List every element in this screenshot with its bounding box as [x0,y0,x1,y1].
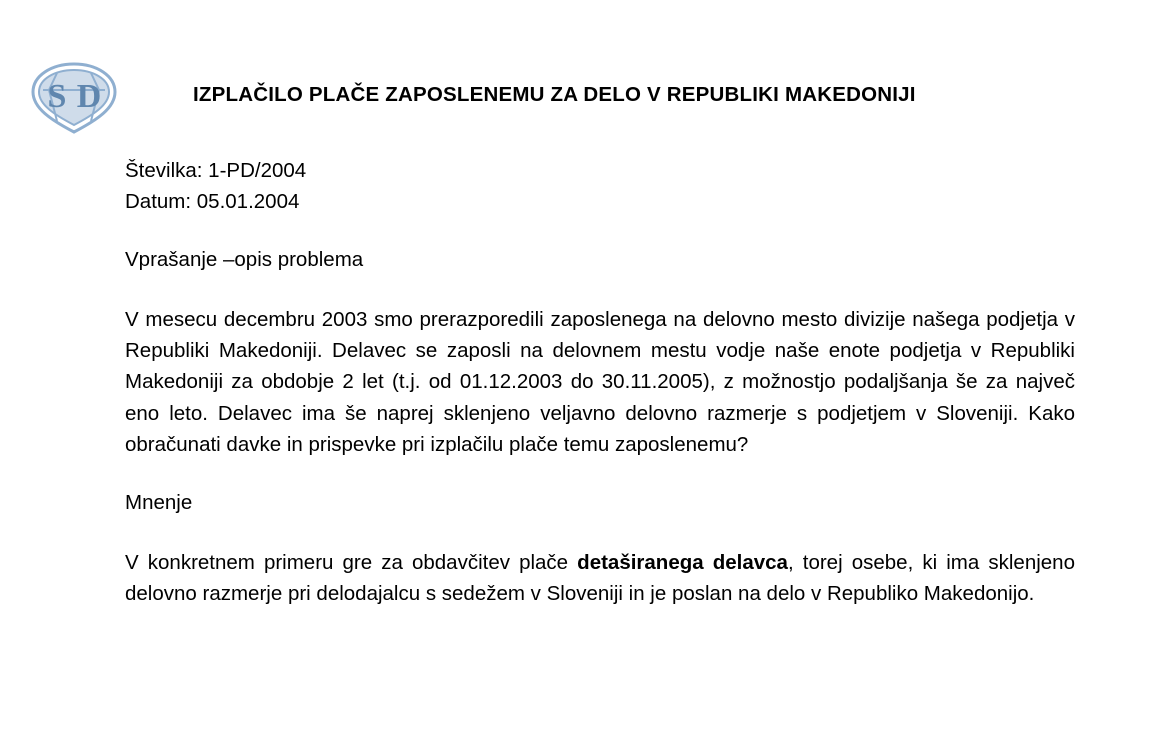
document-date: Datum: 05.01.2004 [125,190,300,214]
section-heading-question: Vprašanje –opis problema [125,248,364,272]
opinion-text-part2: , torej osebe, ki ima sklenjeno delovno razmerje pri delodajalcu s sedežem v Sloveniji in je poslan na delo v Republiko Makedonijo. [125,550,1075,605]
sd-diamond-logo-icon [27,62,122,134]
opinion-emphasis: detaširanega delavca [577,550,788,574]
document-reference: Številka: 1-PD/2004 [125,159,307,182]
opinion-text-part1: V konkretnem primeru gre za obdavčitev plače [125,550,578,574]
section-heading-opinion: Mnenje [125,490,193,514]
svg-text:S: S [47,78,67,115]
opinion-paragraph [125,547,1075,609]
page-title: IZPLAČILO PLAČE ZAPOSLENEMU ZA DELO V REPUBLIKI MAKEDONIJI [193,83,916,106]
question-paragraph: V mesecu decembru 2003 smo prerazporedili zaposlenega na delovno mesto divizije našega podjetja v Republiki Makedoniji. Delavec se zaposli na delovnem mestu vodje naše enote podjetja v Republiki Makedoniji za obdobje 2 let (t.j. od 01.12.2003 do 30.11.2005), z možnostjo podaljšanja še za največ eno leto. Delavec ima še naprej sklenjeno veljavno delovno razmerje s podjetjem v Sloveniji. Kako obračunati davke in prispevke pri izplačilu plače temu zaposlenemu? [125,308,1075,456]
document-body [125,155,1075,609]
svg-text:D: D [76,78,102,115]
